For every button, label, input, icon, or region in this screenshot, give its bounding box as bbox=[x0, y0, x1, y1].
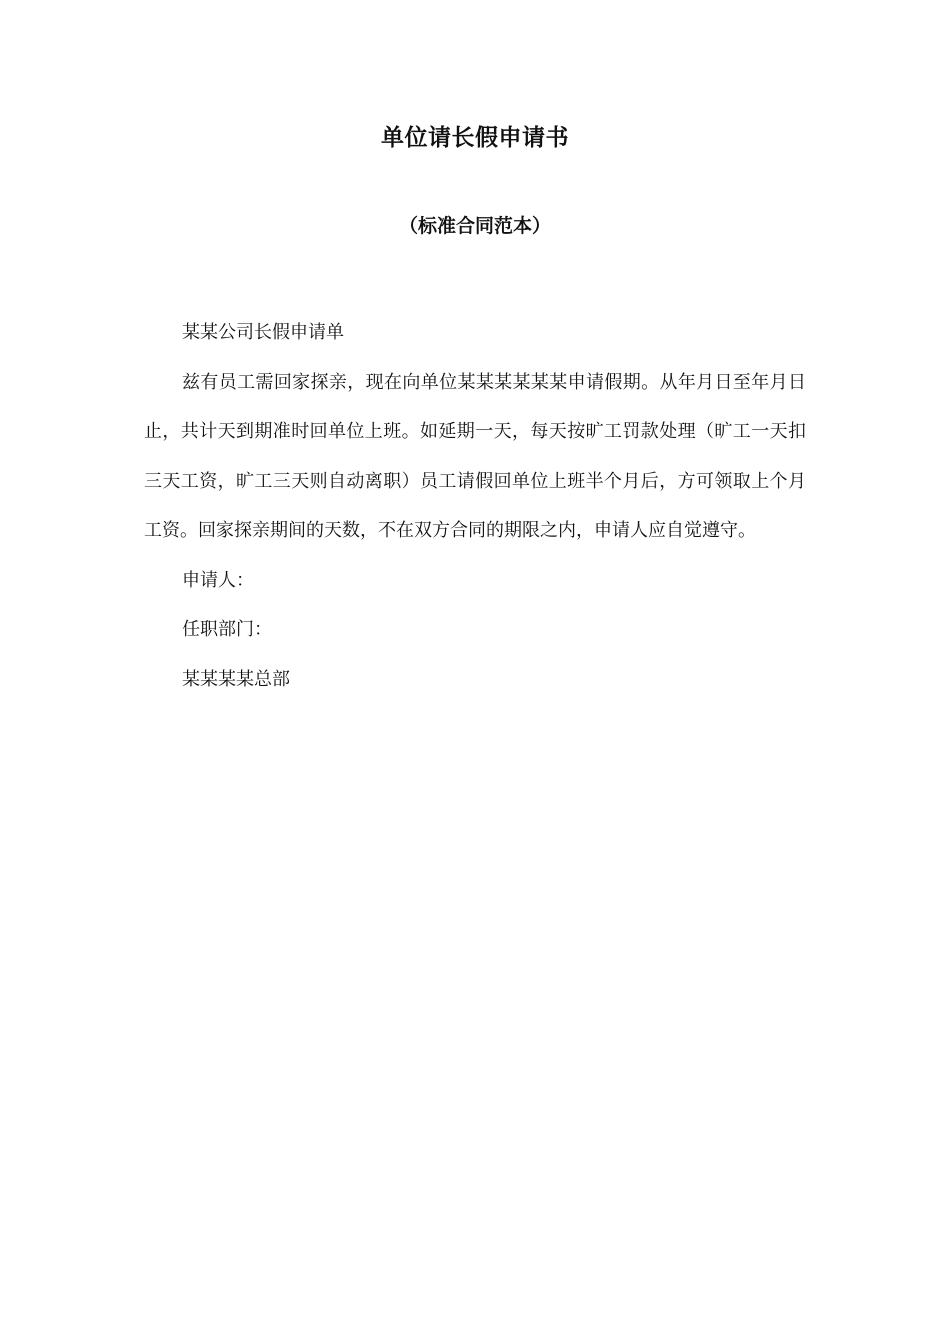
document-title: 单位请长假申请书 bbox=[381, 125, 569, 151]
document-body bbox=[144, 308, 806, 704]
applicant-field-label: 申请人： bbox=[182, 569, 254, 591]
form-heading: 某某公司长假申请单 bbox=[182, 322, 344, 343]
document-subtitle: （标准合同范本） bbox=[398, 215, 551, 237]
department-field-label: 任职部门： bbox=[182, 619, 272, 640]
leave-statement-paragraph: 兹有员工需回家探亲，现在向单位某某某某某某申请假期。从年月日至年月日止，共计天到期准时回单位上班。如延期一天，每天按旷工罚款处理（旷工一天扣三天工资，旷工三天则自动离职）员工请假回单位上班半个月后，方可领取上个月工资。回家探亲期间的天数，不在双方合同的期限之内，申请人应自觉遵守。 bbox=[144, 371, 806, 541]
organization-name: 某某某某总部 bbox=[182, 668, 290, 690]
